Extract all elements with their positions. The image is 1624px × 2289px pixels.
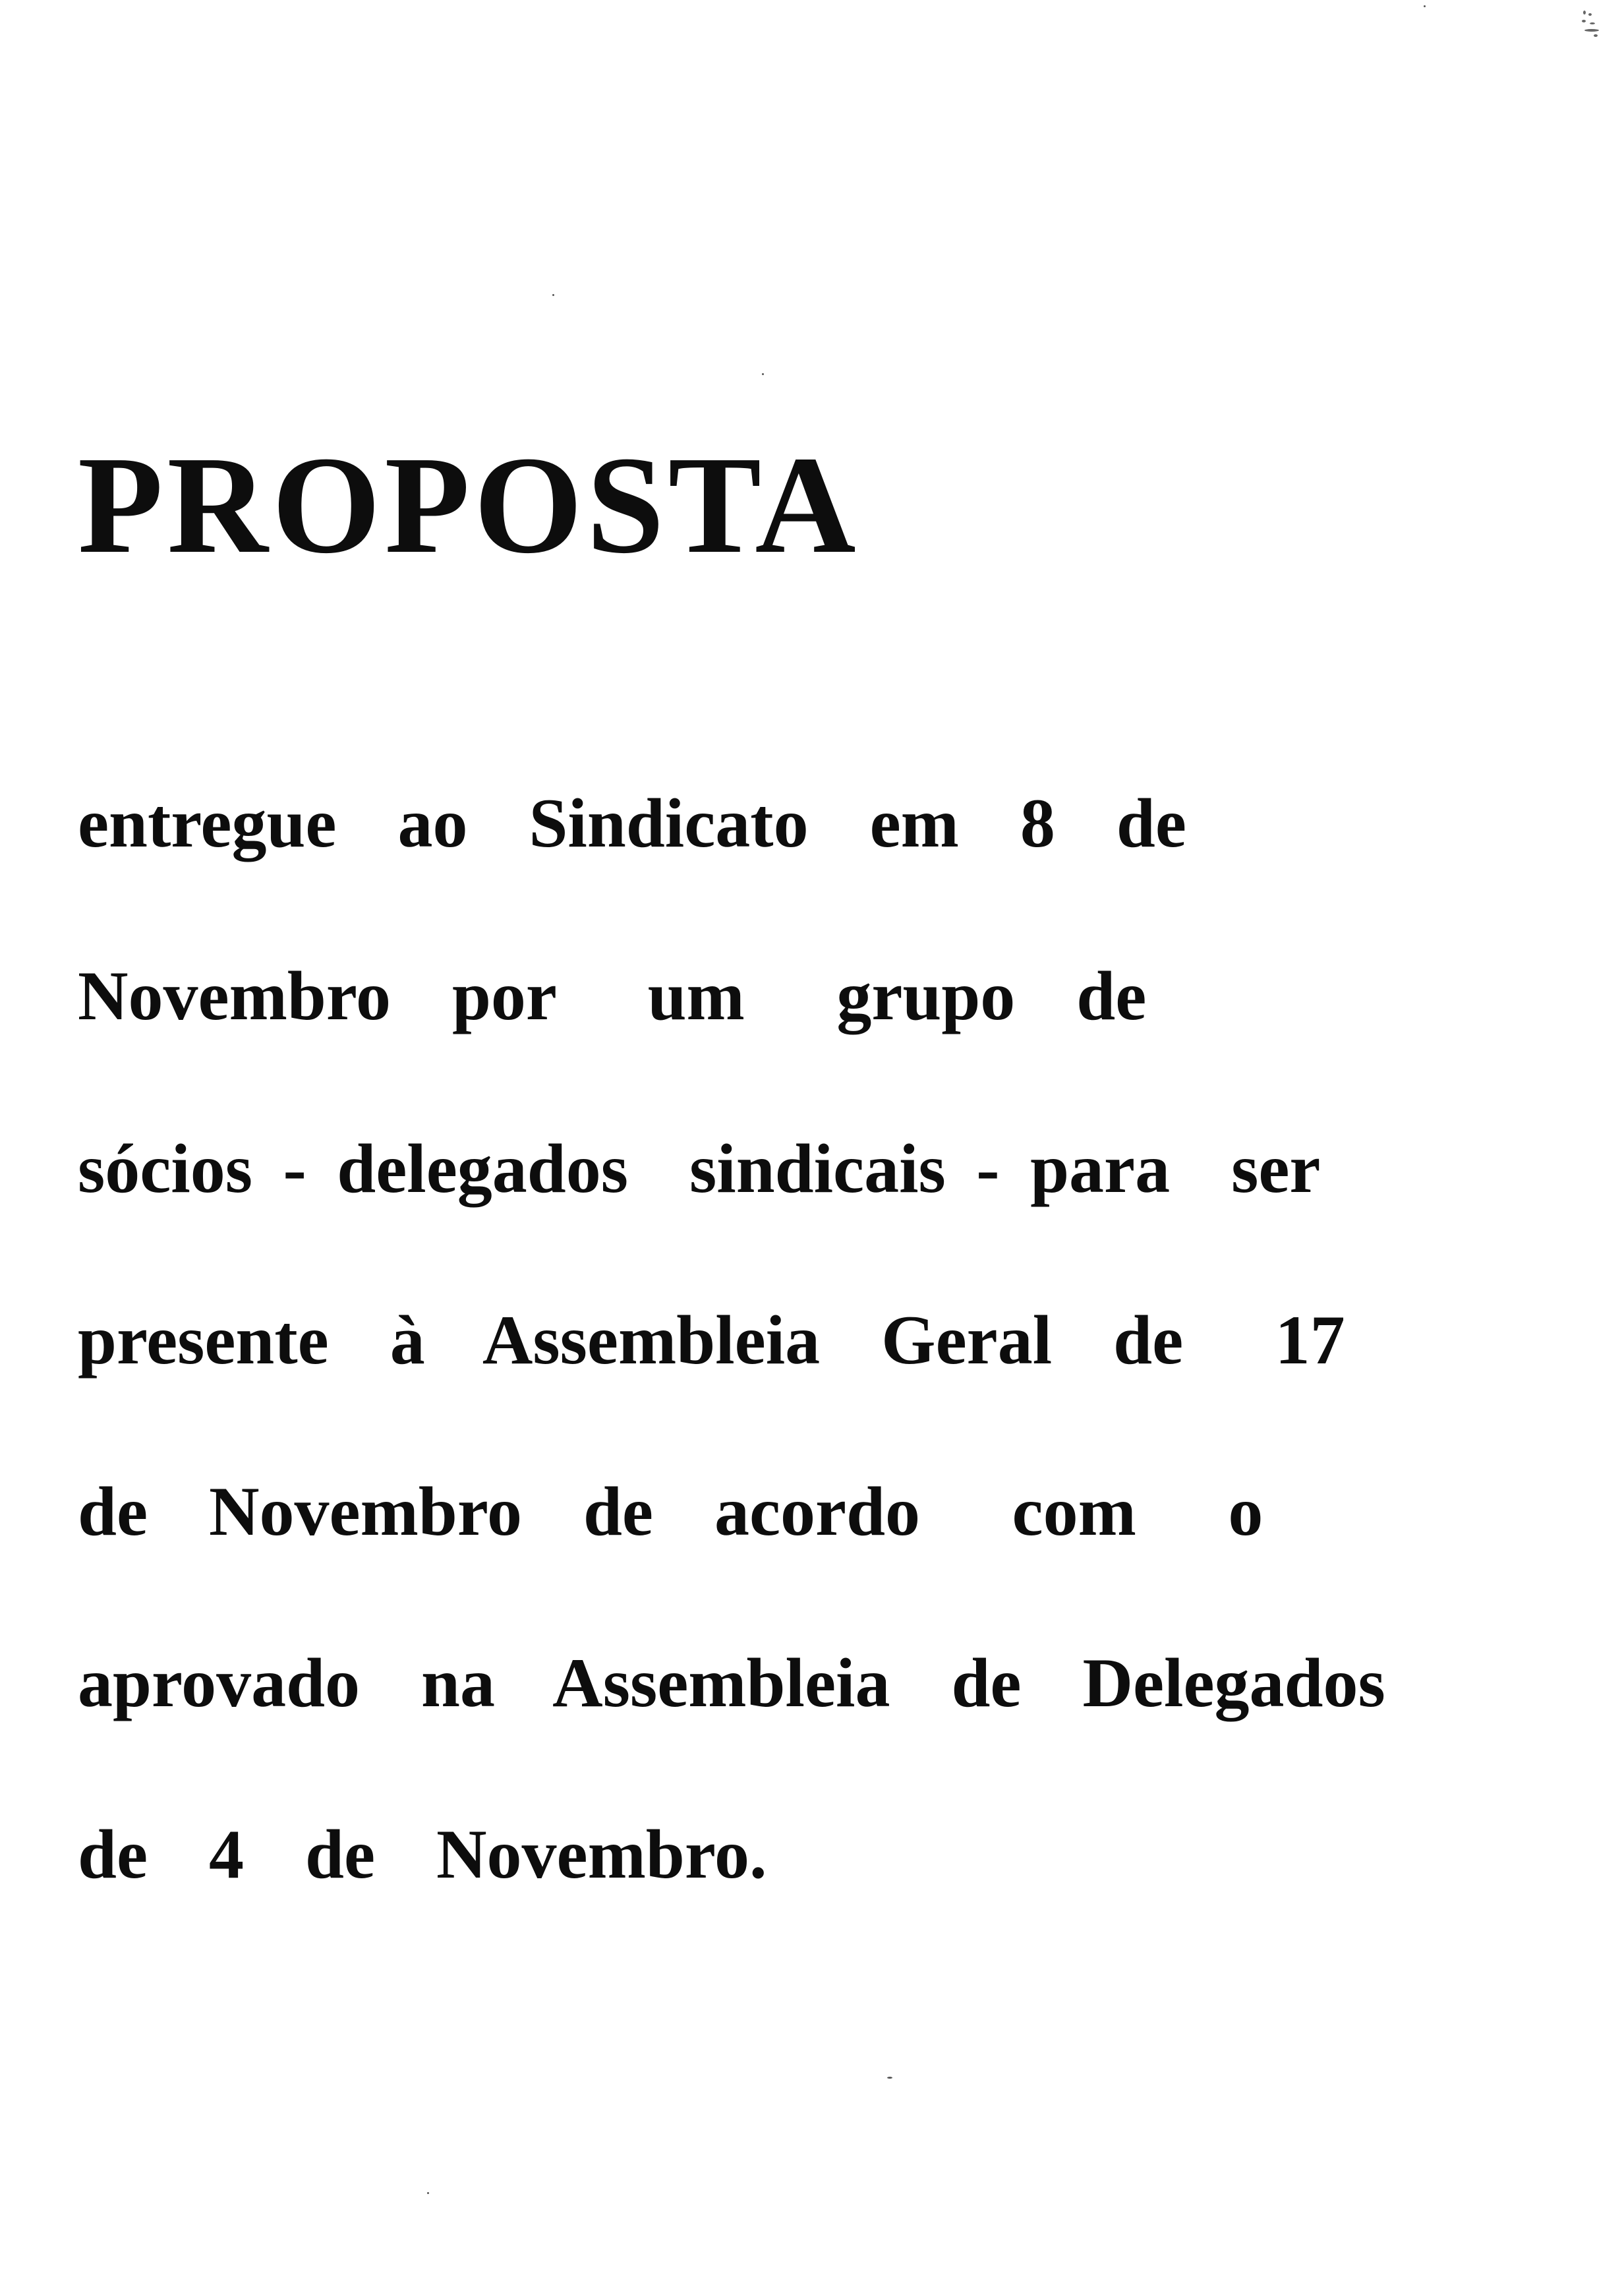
body-text-line-5: de Novembro de acordo com o [78,1473,1263,1550]
body-text-line-4: presente à Assembleia Geral de 17 [78,1301,1345,1379]
scan-speck [887,2077,892,2079]
body-text-line-1: entregue ao Sindicato em 8 de [78,785,1186,862]
scan-smudge [1580,9,1603,40]
scan-speck [1424,5,1426,7]
body-text-line-3: sócios - delegados sindicais - para ser [78,1130,1321,1207]
body-text-line-6: aprovado na Assembleia de Delegados [78,1644,1385,1721]
body-text-line-2: Novembro por um grupo de [78,957,1147,1034]
scan-speck [427,2192,429,2194]
scan-speck [552,294,554,296]
scan-speck [762,373,764,375]
document-title: PROPOSTA [78,427,860,582]
body-text-line-7: de 4 de Novembro. [78,1816,767,1893]
